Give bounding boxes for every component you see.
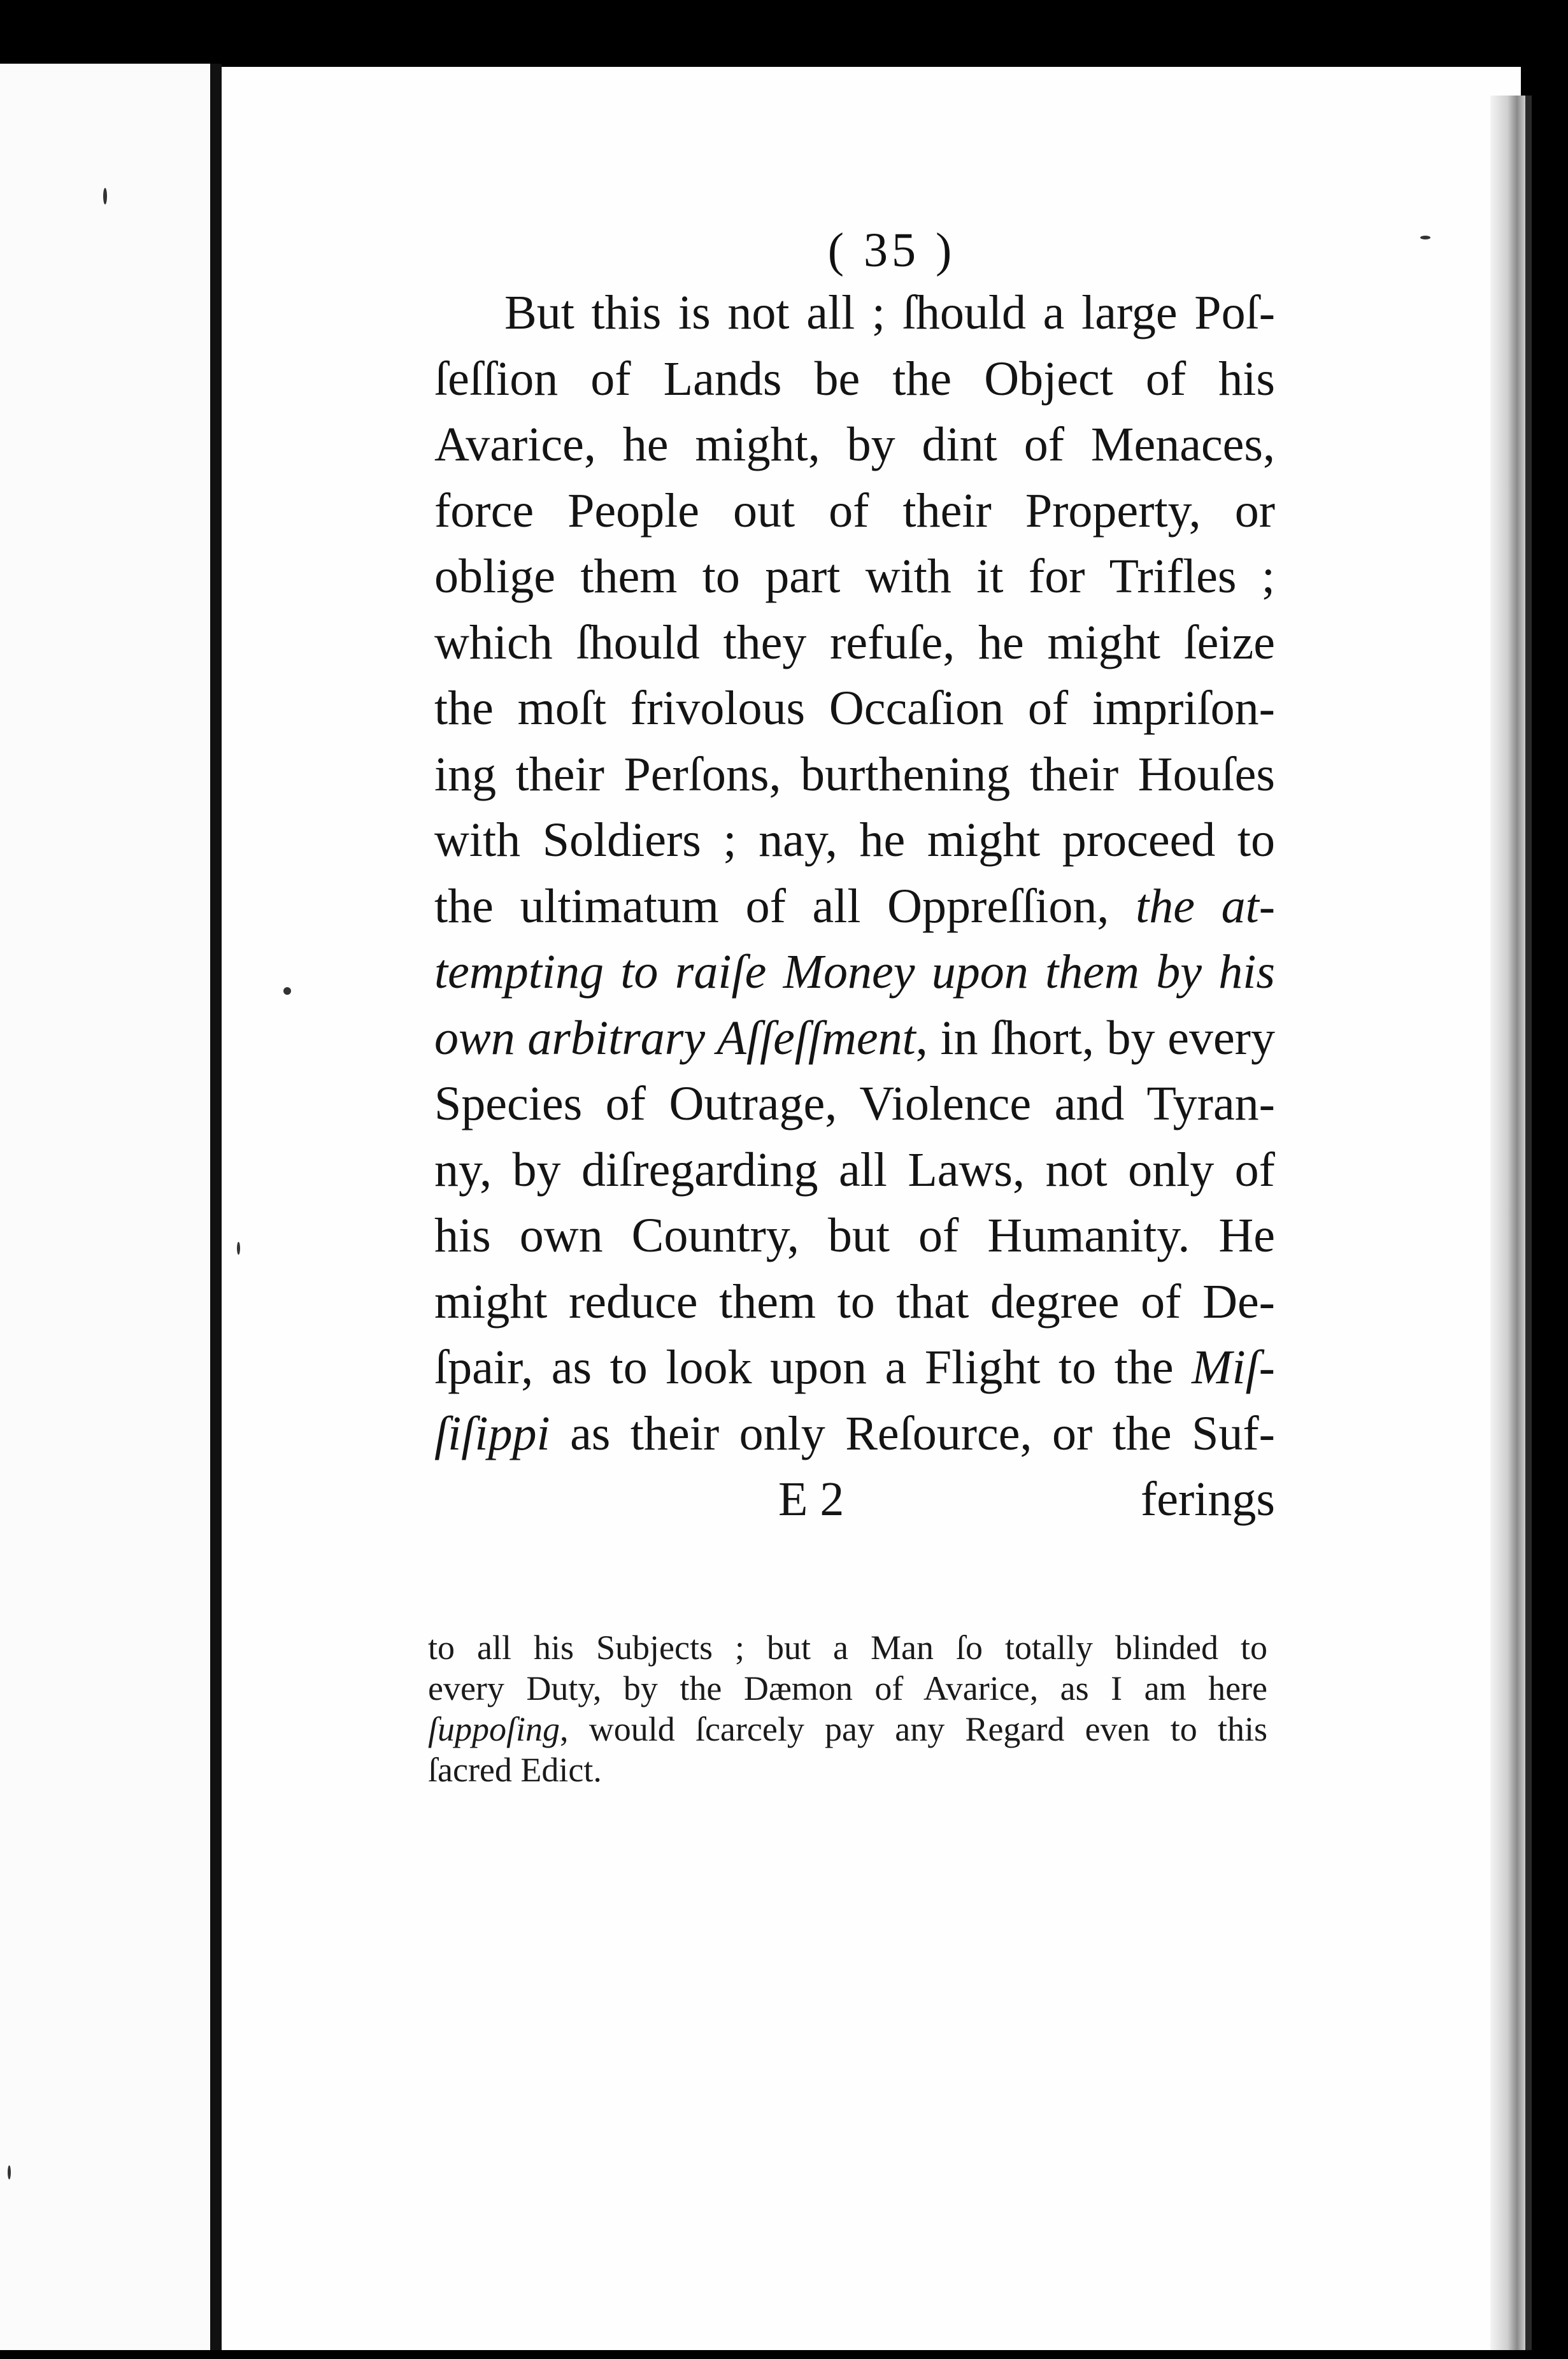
text-segment: , would ſcarcely pay any Regard even to this (560, 1710, 1267, 1748)
text-line (434, 874, 1275, 940)
text-line: ing their Perſons, burthening their Houſes (434, 747, 1275, 801)
text-line (434, 939, 1275, 1006)
text-segment: ſpair, as to look upon a Flight to the (434, 1341, 1174, 1394)
text-segment: as their only Reſource, or the Suf- (570, 1406, 1275, 1460)
italic-phrase: Miſ- (1192, 1341, 1275, 1394)
italic-phrase: tempting to raiſe Money upon them by his (434, 945, 1275, 999)
footnote-line: to all his Subjects ; but a Man ſo totally blinded to (428, 1628, 1267, 1667)
text-segment: the ultimatum of all Oppreſſion, (434, 879, 1109, 933)
footnote-line: ſacred Edict. (428, 1751, 602, 1789)
text-line: ſeſſion of Lands be the Object of his (434, 352, 1275, 406)
italic-phrase: ſiſippi (434, 1406, 550, 1460)
text-line: But this is not all ; ſhould a large Poſ- (504, 286, 1275, 339)
italic-phrase: own arbitrary Aſſeſſment (434, 1011, 916, 1065)
book-gutter (210, 64, 222, 2350)
text-line (434, 1401, 1275, 1467)
scan-speck (8, 2165, 11, 2179)
text-line: his own Country, but of Humanity. He (434, 1209, 1275, 1262)
text-line: oblige them to part with it for Trifles ; (434, 550, 1275, 603)
signature-mark: E 2 (778, 1472, 845, 1526)
scan-speck (283, 987, 291, 995)
text-segment: , in ſhort, by every (915, 1011, 1275, 1065)
italic-phrase: ſuppoſing (428, 1710, 560, 1748)
text-line: with Soldiers ; nay, he might proceed to (434, 813, 1275, 867)
scan-speck (1420, 236, 1430, 239)
catchword: ferings (1140, 1472, 1275, 1526)
text-line: ny, by diſregarding all Laws, not only of (434, 1143, 1275, 1197)
footnote-line (428, 1709, 1267, 1750)
body-text (434, 280, 1275, 1533)
text-line: which ſhould they refuſe, he might ſeize (434, 615, 1275, 669)
left-page-margin (0, 64, 210, 2350)
text-line: the moſt frivolous Occaſion of impriſon- (434, 681, 1275, 735)
page-number: ( 35 ) (827, 224, 956, 277)
footnote-line: every Duty, by the Dæmon of Avarice, as I am here (428, 1669, 1267, 1707)
page-edge-line (1525, 96, 1532, 2350)
scan-speck (103, 188, 107, 204)
page-edge-shadow (1490, 96, 1529, 2350)
signature-row (434, 1467, 1275, 1533)
text-line: might reduce them to that degree of De- (434, 1274, 1275, 1329)
text-line: Avarice, he might, by dint of Menaces, (434, 418, 1275, 471)
text-line (434, 1335, 1275, 1401)
italic-phrase: the at- (1136, 879, 1275, 933)
text-line: Species of Outrage, Violence and Tyran- (434, 1077, 1275, 1130)
footnote (428, 1627, 1267, 1790)
text-line (434, 1006, 1275, 1072)
scan-speck (237, 1242, 240, 1255)
text-line: force People out of their Property, or (434, 483, 1275, 538)
